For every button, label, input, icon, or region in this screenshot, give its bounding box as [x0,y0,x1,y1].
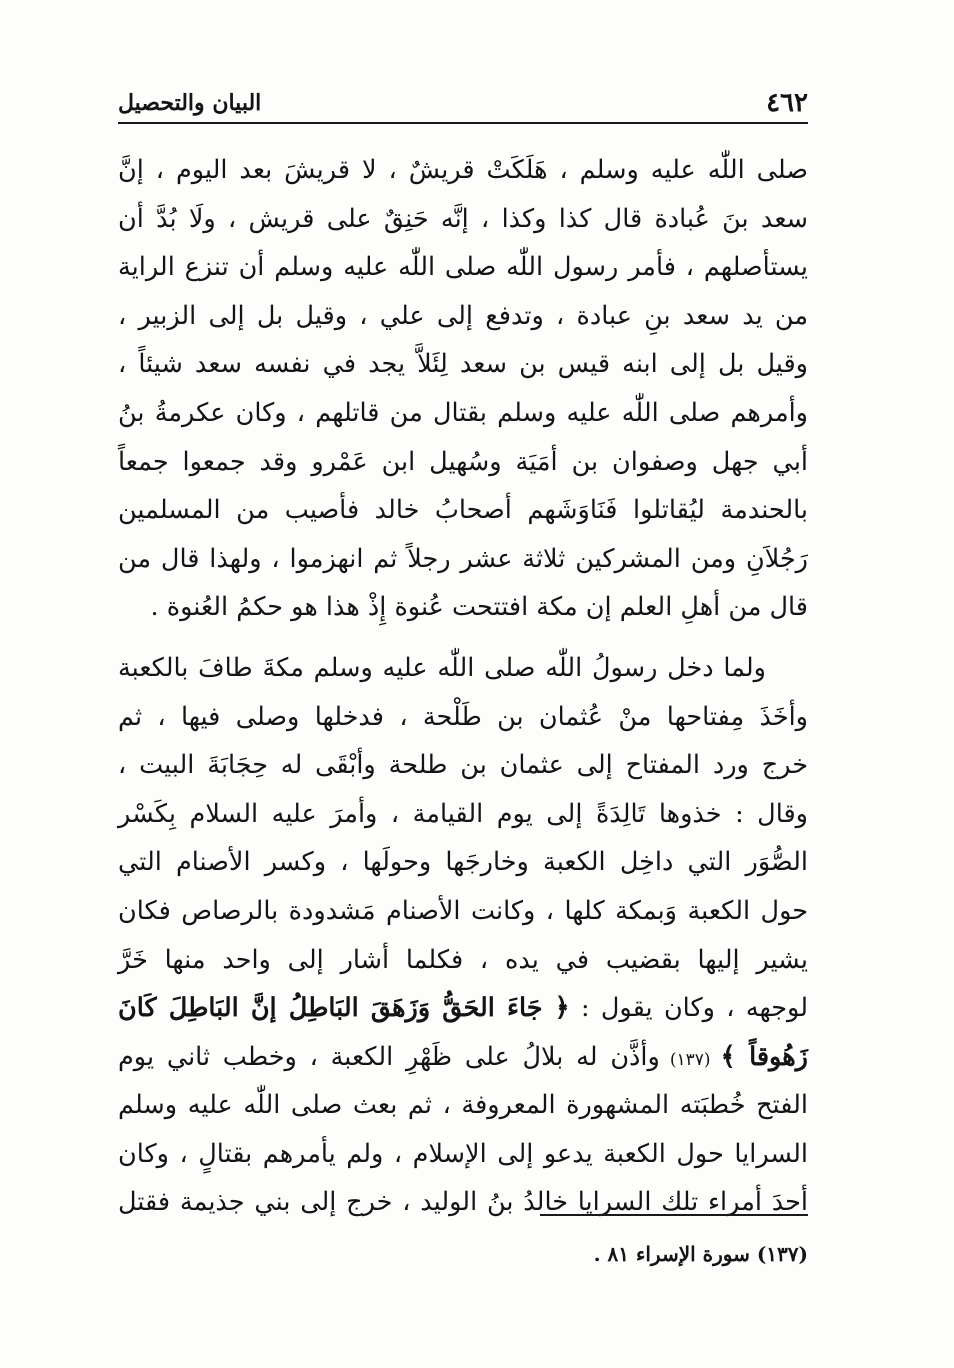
footnote: (١٣٧) سورة الإسراء ٨١ . [593,1242,808,1266]
text-line: من يد سعد بنِ عبادة ، وتدفع إلى علي ، وقيل بل إلى الزبير ، [118,300,808,331]
text-line: وقيل بل إلى ابنه قيس بن سعد لِئَلاَّ يجد في نفسه سعد شيئاً ، [118,349,808,380]
text-line: ولما دخل رسولُ اللّٰه صلى اللّٰه عليه وسلم مكةَ طافَ بالكعبة [118,652,766,683]
text-line: قال من أهلِ العلم إن مكة افتتحت عُنوة إِذْ هذا هو حكمُ العُنوة . [150,592,808,623]
verse-line-rest: وأذَّن له بلالُ على ظَهْرِ الكعبة ، وخطب ثاني يوم [118,1041,660,1072]
footnote-rule [540,1214,808,1216]
text-line: وأمرهم صلى اللّٰه عليه وسلم بقتال من قاتلهم ، وكان عكرمةُ بنُ [118,397,808,428]
text-line: أبي جهل وصفوان بن أمَيَة وسُهيل ابن عَمْرو وقد جمعوا جمعاً [118,446,808,477]
text-line: خرج ورد المفتاح إلى عثمان بن طلحة وأبْقَى له حِجَابَةَ البيت ، [118,750,808,781]
text-line: الفتح خُطبَته المشهورة المعروفة ، ثم بعث صلى اللّٰه عليه وسلم [118,1090,808,1121]
main-text [118,146,808,1227]
text-line: يستأصلهم ، فأمر رسول اللّٰه صلى اللّٰه عليه وسلم أن تنزع الراية [118,252,808,283]
text-line: الصُّوَر التي داخِل الكعبة وخارجَها وحولَها ، وكسر الأصنام التي [118,847,808,878]
text-line: سعد بنَ عُبادة قال كذا وكذا ، إنَّه حَنِقٌ على قريش ، ولَا بُدَّ أن [118,203,808,234]
text-line: وأخَذَ مِفتاحها منْ عُثمان بن طَلْحة ، فدخلها وصلى فيها ، ثم [118,701,808,732]
page-header [118,84,808,118]
text-line: حول الكعبة وَبمكة كلها ، وكانت الأصنام مَشدودة بالرصاص فكان [118,895,808,926]
running-title: البيان والتحصيل [118,90,262,116]
text-line: صلى اللّٰه عليه وسلم ، هَلَكَتْ قريشٌ ، لا قريشَ بعد اليوم ، إنَّ [118,155,808,185]
page-number: ٤٦٢ [766,88,808,118]
footnote-reference: (١٣٧) [659,1049,721,1070]
header-rule [118,122,808,124]
text-line: السرايا حول الكعبة يدعو إلى الإسلام ، ولم يأمرهم بقتالٍ ، وكان [118,1138,808,1169]
verse-line [118,1033,808,1082]
text-line: بالحندمة ليُقاتلوا فَنَاوَشَهم أصحابُ خالد فأصيب من المسلمين [118,495,808,526]
paragraph-gap [118,632,808,644]
text-line: يشير إليها بقضيب في يده ، فكلما أشار إلى واحد منها خَرَّ [118,944,808,975]
quran-verse: ﴿ جَاءَ الحَقُّ وَزَهَقَ البَاطِلُ إنَّ البَاطِلَ كَانَ [118,993,570,1024]
verse-prefix: لوجهه ، وكان يقول : [569,993,808,1024]
text-line: رَجُلاَنِ ومن المشركين ثلاثة عشر رجلاً ثم انهزموا ، ولهذا قال من [118,543,808,574]
text-line: وقال : خذوها تَالِدَةً إلى يوم القيامة ، وأمرَ عليه السلام بِكَسْر [118,798,808,829]
quran-verse-end: زَهُوقاً ﴾ [720,1041,808,1072]
verse-line [118,984,808,1033]
text-line: أحدَ أمراء تلك السرايا خالدُ بنُ الوليد ، خرج إلى بني جذيمة فقتل [118,1187,808,1218]
